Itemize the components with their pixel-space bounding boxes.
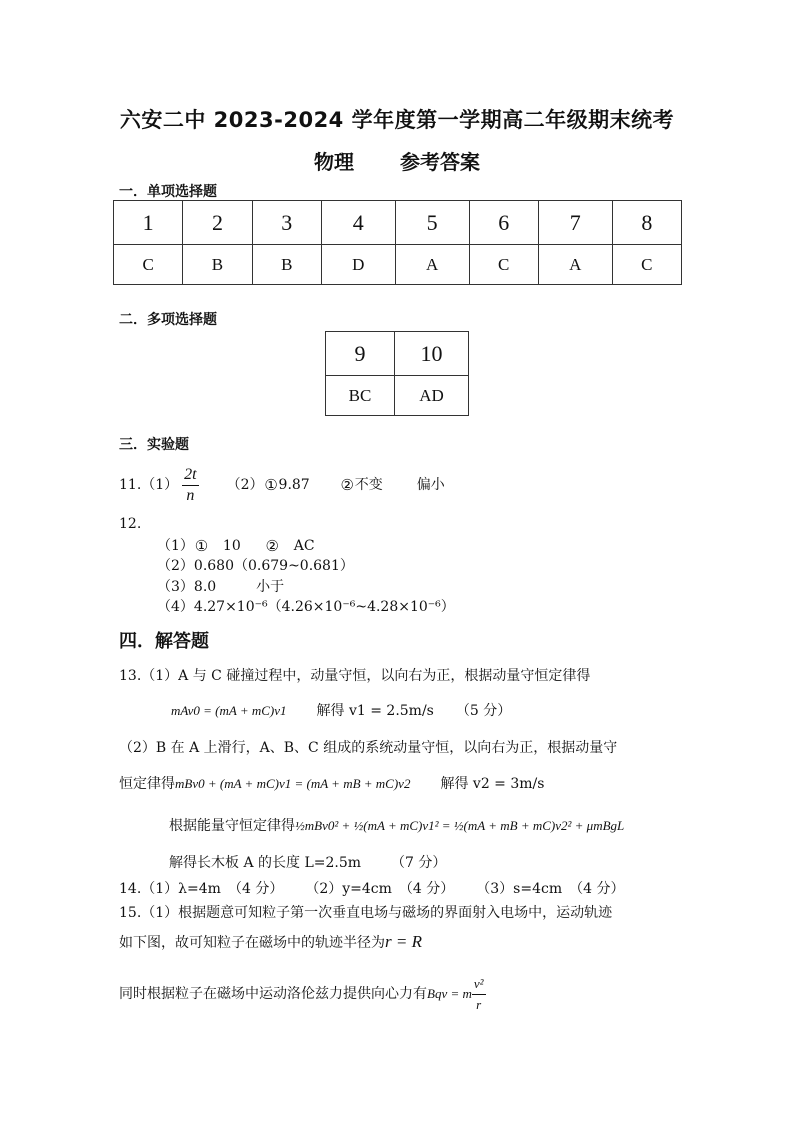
answer-cell: B <box>183 245 252 285</box>
question-number-cell: 1 <box>114 201 183 245</box>
q11-value-2: 不变 <box>354 477 383 493</box>
circled-one: ① <box>264 475 278 494</box>
q14-part-2: （2）y=4cm （4 分） <box>305 881 455 897</box>
answer-cell: A <box>538 245 612 285</box>
q13-line-3 <box>119 774 544 794</box>
q13-solution-1: 解得 v1 = 2.5m/s <box>316 703 434 719</box>
q12-part3-compare: 小于 <box>256 579 285 595</box>
q13-line-2: （2）B 在 A 上滑行，A、B、C 组成的系统动量守恒，以向右为正，根据动量守 <box>119 740 618 756</box>
answer-cell: BC <box>326 376 395 416</box>
q13-line-1: 13.（1）A 与 C 碰撞过程中，动量守恒，以向右为正，根据动量守恒定律得 <box>119 668 591 684</box>
q11-frac-den: n <box>186 486 195 504</box>
q13-score-2: （7 分） <box>391 855 447 871</box>
q12-value-2: AC <box>293 538 315 554</box>
q11-label: 11.（1） <box>119 477 179 493</box>
q13-score-1: （5 分） <box>455 703 512 719</box>
answer-cell: C <box>469 245 538 285</box>
q13-line-3-prefix: 恒定律得 <box>119 776 175 792</box>
section-heading-single-choice: 一．单项选择题 <box>119 184 217 200</box>
q15-line-3-prefix: 同时根据粒子在磁场中运动洛伦兹力提供向心力有 <box>119 986 427 1002</box>
table-row <box>326 376 469 416</box>
q15-frac-num: v² <box>472 974 486 995</box>
q12-line-1 <box>157 536 315 556</box>
q15-equation-2-left: Bqv = m <box>427 986 472 1001</box>
circled-two: ② <box>265 536 279 555</box>
answer-cell: C <box>114 245 183 285</box>
q12-line-3 <box>157 577 284 597</box>
answer-key-label: 参考答案 <box>400 150 480 174</box>
page-title: 六安二中 2023-2024 学年度第一学期高二年级期末统考 <box>119 108 675 132</box>
section-heading-multiple-choice: 二．多项选择题 <box>119 312 217 328</box>
q11-fraction <box>182 465 198 506</box>
q13-solution-2: 解得 v2 = 3m/s <box>440 776 545 792</box>
q15-frac-den: r <box>476 996 482 1012</box>
q12-value-1: 10 <box>222 538 241 554</box>
table-row <box>326 332 469 376</box>
multiple-choice-table <box>325 331 469 416</box>
q13-line-5 <box>169 853 446 873</box>
question-number-cell: 8 <box>612 201 681 245</box>
answer-cell: B <box>252 245 321 285</box>
subject-label: 物理 <box>314 150 354 174</box>
q12-part3-value: （3）8.0 <box>157 579 217 595</box>
q13-equation-1: mAv0 = (mA + mC)v1 <box>171 703 287 718</box>
q11-value-1: 9.87 <box>278 477 310 493</box>
question-number-cell: 6 <box>469 201 538 245</box>
circled-two: ② <box>340 475 354 494</box>
q14-answer <box>119 879 624 899</box>
table-row <box>114 201 682 245</box>
q15-line-1: 15.（1）根据题意可知粒子第一次垂直电场与磁场的界面射入电场中，运动轨迹 <box>119 905 613 921</box>
q13-eq-line-1 <box>171 701 511 721</box>
q11-part2-label: （2） <box>226 477 264 493</box>
answer-cell: AD <box>394 376 468 416</box>
question-number-cell: 5 <box>395 201 469 245</box>
q12-label: 12. <box>119 516 142 532</box>
q15-line-2 <box>119 932 422 953</box>
question-number-cell: 3 <box>252 201 321 245</box>
q13-equation-3: ½mBv0² + ½(mA + mC)v1² = ½(mA + mB + mC)v2² + μmBgL <box>295 818 625 833</box>
q11-value-3: 偏小 <box>416 477 445 493</box>
q15-line-3 <box>119 972 486 1016</box>
q15-equation-1: r = R <box>385 932 422 951</box>
q13-line-4-prefix: 根据能量守恒定律得 <box>169 818 295 834</box>
question-number-cell: 4 <box>321 201 395 245</box>
table-row <box>114 245 682 285</box>
circled-one: ① <box>194 536 209 555</box>
q14-part-1: 14.（1）λ=4m （4 分） <box>119 881 284 897</box>
section-heading-experiment: 三．实验题 <box>119 437 189 453</box>
q13-line-4 <box>169 816 624 836</box>
q13-equation-2: mBv0 + (mA + mC)v1 = (mA + mB + mC)v2 <box>175 776 411 791</box>
page-subtitle <box>0 146 794 175</box>
single-choice-table <box>113 200 682 285</box>
q15-line-2-prefix: 如下图，故可知粒子在磁场中的轨迹半径为 <box>119 935 385 951</box>
section-heading-solutions: 四．解答题 <box>119 631 209 652</box>
question-number-cell: 10 <box>394 332 468 376</box>
q11-frac-num: 2t <box>182 465 198 486</box>
q12-part1-label: （1） <box>157 538 194 554</box>
question-number-cell: 7 <box>538 201 612 245</box>
answer-cell: D <box>321 245 395 285</box>
question-number-cell: 2 <box>183 201 252 245</box>
q12-line-4: （4）4.27×10⁻⁶（4.26×10⁻⁶~4.28×10⁻⁶） <box>157 599 455 615</box>
answer-cell: A <box>395 245 469 285</box>
q15-fraction <box>472 974 486 1015</box>
question-number-cell: 9 <box>326 332 395 376</box>
q11-answer <box>119 460 445 510</box>
q13-length-result: 解得长木板 A 的长度 L=2.5m <box>169 855 362 871</box>
q14-part-3: （3）s=4cm （4 分） <box>476 881 625 897</box>
answer-cell: C <box>612 245 681 285</box>
q12-line-2: （2）0.680（0.679~0.681） <box>157 558 354 574</box>
